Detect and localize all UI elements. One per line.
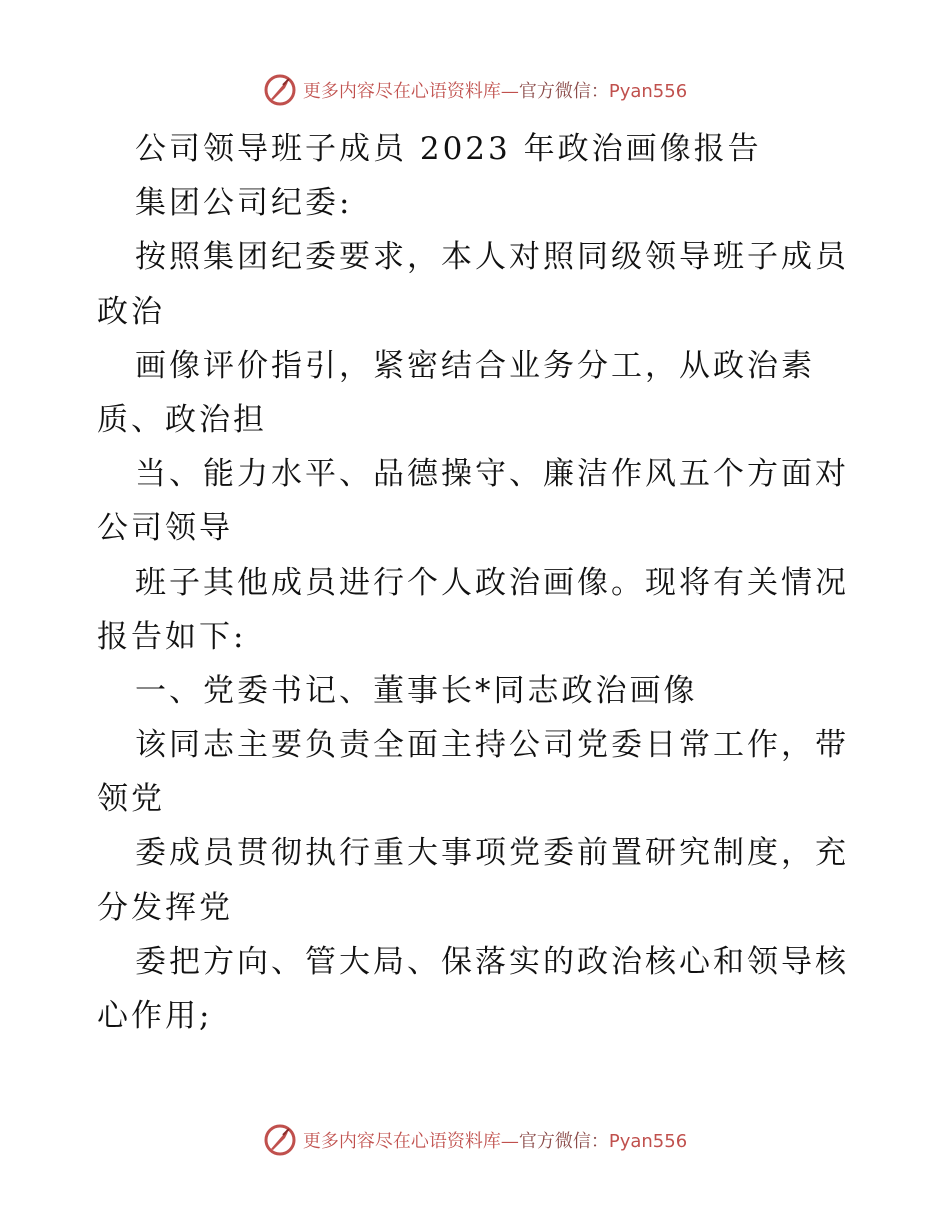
text-line: 画像评价指引，紧密结合业务分工，从政治素 xyxy=(135,347,815,384)
footer-watermark xyxy=(0,1120,950,1160)
text-line: 该同志主要负责全面主持公司党委日常工作，带 xyxy=(135,727,849,764)
text-line: 当、能力水平、品德操守、廉洁作风五个方面对 xyxy=(135,456,849,493)
watermark-dash: — xyxy=(500,1131,519,1152)
text-line: 领党 xyxy=(97,781,165,818)
watermark-handle: Pyan556 xyxy=(608,81,688,102)
watermark-text xyxy=(303,77,687,103)
text-line: 心作用; xyxy=(97,998,213,1034)
document-title: 公司领导班子成员 2023 年政治画像报告 xyxy=(135,131,762,167)
text-line: 按照集团纪委要求，本人对照同级领导班子成员 xyxy=(135,239,849,276)
text-line: 班子其他成员进行个人政治画像。现将有关情况 xyxy=(135,564,849,601)
pen-nib-logo-icon xyxy=(263,1123,297,1157)
salutation: 集团公司纪委: xyxy=(135,185,353,222)
text-line: 政治 xyxy=(97,293,165,330)
text-line: 委把方向、管大局、保落实的政治核心和领导核 xyxy=(135,943,849,980)
text-line: 报告如下: xyxy=(97,618,247,655)
watermark-dash: — xyxy=(500,81,519,102)
header-watermark xyxy=(0,70,950,110)
watermark-wechat-label: 官方微信： xyxy=(518,1131,609,1152)
watermark-handle: Pyan556 xyxy=(608,1131,688,1152)
text-line: 分发挥党 xyxy=(97,889,233,926)
text-line: 委成员贯彻执行重大事项党委前置研究制度，充 xyxy=(135,835,849,872)
text-line: 公司领导 xyxy=(97,510,233,547)
document-body xyxy=(97,122,857,1043)
watermark-main: 更多内容尽在心语资料库 xyxy=(302,1131,501,1152)
text-line: 质、政治担 xyxy=(97,401,267,438)
section-heading: 一、党委书记、董事长*同志政治画像 xyxy=(135,672,698,709)
pen-nib-logo-icon xyxy=(263,73,297,107)
watermark-wechat-label: 官方微信： xyxy=(518,81,609,102)
watermark-main: 更多内容尽在心语资料库 xyxy=(302,81,501,102)
watermark-text xyxy=(303,1127,687,1153)
